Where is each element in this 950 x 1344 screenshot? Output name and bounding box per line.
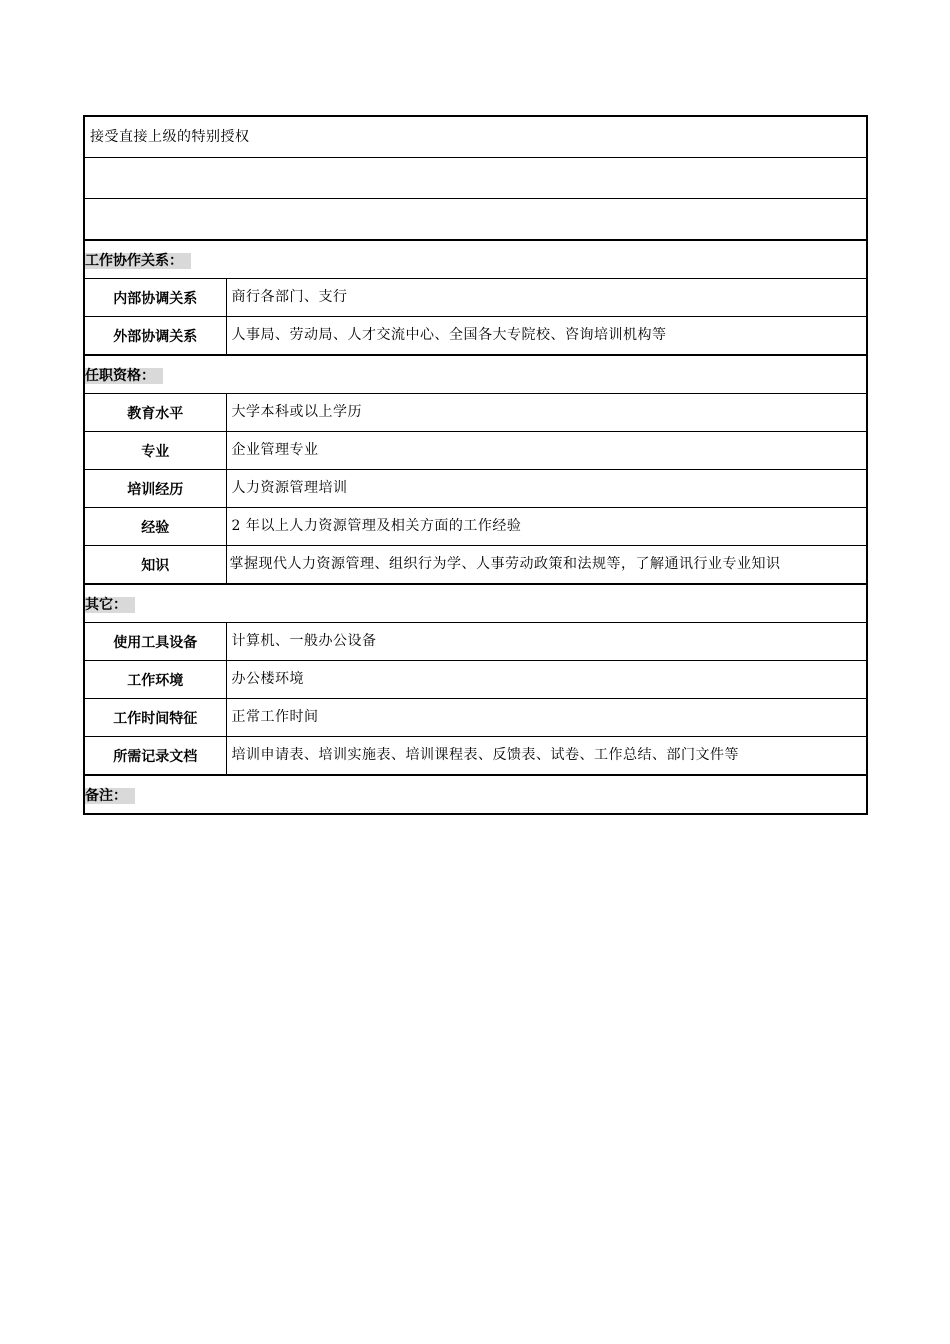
table-row <box>84 661 867 699</box>
other-heading-cell <box>84 584 867 623</box>
authority-text: 接受直接上级的特别授权 <box>90 128 250 145</box>
education-label: 教育水平 <box>84 394 226 432</box>
tools-value: 计算机、一般办公设备 <box>231 633 377 649</box>
external-coordination-label: 外部协调关系 <box>84 317 226 356</box>
table-row <box>84 699 867 737</box>
table-row <box>84 317 867 356</box>
table-row <box>84 394 867 432</box>
major-value: 企业管理专业 <box>231 442 319 458</box>
section-header-row <box>84 584 867 623</box>
authority-cell <box>84 158 867 199</box>
table-row <box>84 737 867 776</box>
training-label: 培训经历 <box>84 470 226 508</box>
experience-value-cell <box>226 508 867 546</box>
documents-label: 所需记录文档 <box>84 737 226 776</box>
external-coordination-value-cell <box>226 317 867 356</box>
authority-row <box>84 199 867 241</box>
external-coordination-value: 人事局、劳动局、人才交流中心、全国各大专院校、咨询培训机构等 <box>231 327 667 343</box>
work-hours-value-cell <box>226 699 867 737</box>
environment-label: 工作环境 <box>84 661 226 699</box>
internal-coordination-value-cell <box>226 279 867 317</box>
qualifications-heading-cell <box>84 355 867 394</box>
authority-row <box>84 116 867 158</box>
coordination-heading: 工作协作关系： <box>85 253 191 269</box>
other-heading: 其它： <box>85 597 135 613</box>
experience-label: 经验 <box>84 508 226 546</box>
knowledge-label: 知识 <box>84 546 226 585</box>
major-label: 专业 <box>84 432 226 470</box>
tools-label: 使用工具设备 <box>84 623 226 661</box>
remarks-heading: 备注： <box>85 788 135 804</box>
qualifications-heading: 任职资格： <box>85 368 163 384</box>
tools-value-cell <box>226 623 867 661</box>
table-row <box>84 623 867 661</box>
environment-value-cell <box>226 661 867 699</box>
knowledge-value: 掌握现代人力资源管理、组织行为学、人事劳动政策和法规等，了解通讯行业专业知识 <box>229 556 781 572</box>
documents-value: 培训申请表、培训实施表、培训课程表、反馈表、试卷、工作总结、部门文件等 <box>231 747 739 763</box>
knowledge-value-cell <box>226 546 867 585</box>
education-value-cell <box>226 394 867 432</box>
table-row <box>84 508 867 546</box>
training-value-cell <box>226 470 867 508</box>
authority-row <box>84 158 867 199</box>
authority-text <box>85 170 90 186</box>
authority-text <box>85 211 90 227</box>
documents-value-cell <box>226 737 867 776</box>
remarks-heading-cell <box>84 775 867 814</box>
table-row <box>84 432 867 470</box>
authority-cell <box>84 116 867 158</box>
section-header-row <box>84 355 867 394</box>
internal-coordination-label: 内部协调关系 <box>84 279 226 317</box>
section-header-row <box>84 775 867 814</box>
major-value-cell <box>226 432 867 470</box>
table-row <box>84 470 867 508</box>
environment-value: 办公楼环境 <box>231 671 304 687</box>
work-hours-value: 正常工作时间 <box>231 709 319 725</box>
section-header-row <box>84 240 867 279</box>
authority-cell <box>84 199 867 241</box>
training-value: 人力资源管理培训 <box>231 480 348 496</box>
table-row <box>84 279 867 317</box>
coordination-heading-cell <box>84 240 867 279</box>
table-row <box>84 546 867 585</box>
work-hours-label: 工作时间特征 <box>84 699 226 737</box>
job-description-table <box>83 115 868 815</box>
experience-value: 2 年以上人力资源管理及相关方面的工作经验 <box>231 518 522 534</box>
internal-coordination-value: 商行各部门、支行 <box>231 289 348 305</box>
education-value: 大学本科或以上学历 <box>231 404 362 420</box>
